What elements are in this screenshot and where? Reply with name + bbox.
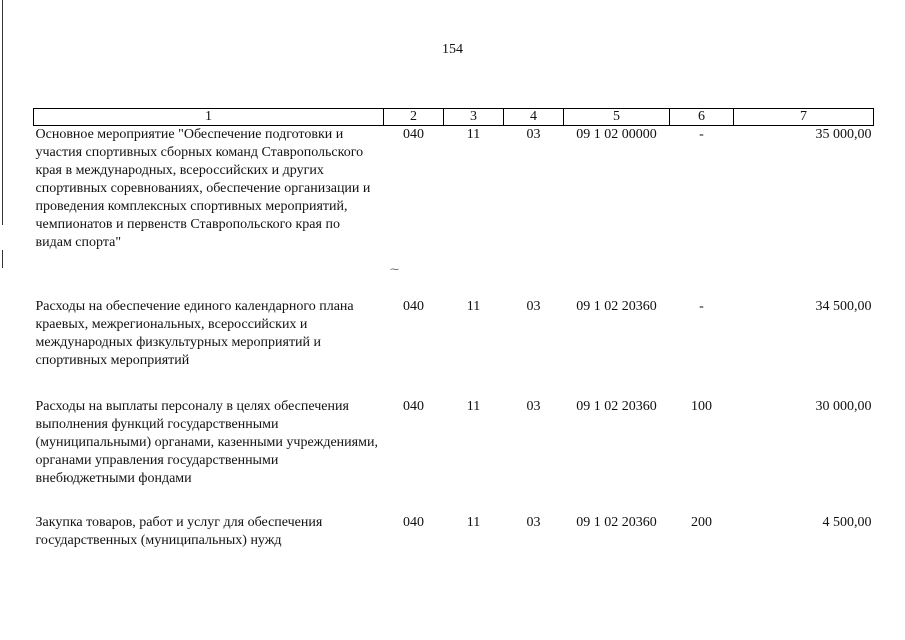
row-code-col3: 11 xyxy=(466,514,481,530)
row-description: Основное мероприятие "Обеспечение подготовки и участия спортивных сборных команд Ставропольского края в международных, всероссийских и других спортивных соревнованиях, обеспечение организации и проведения комплексных спортивных мероприятий, чемпионатов и первенств Ставропольского края по видам спорта" xyxy=(35,127,371,250)
table-row xyxy=(34,298,874,398)
row-code-col5: 09 1 02 00000 xyxy=(576,127,657,142)
col-header-3: 3 xyxy=(444,109,504,126)
row-amount: 35 000,00 xyxy=(815,127,872,142)
row-code-col4: 03 xyxy=(526,398,541,414)
row-code-col3: 11 xyxy=(466,298,481,314)
col-header-2: 2 xyxy=(384,109,444,126)
row-code-col6: 100 xyxy=(691,398,712,414)
scan-artifact: ⁓ xyxy=(390,264,399,274)
col-header-4: 4 xyxy=(504,109,564,126)
row-amount: 4 500,00 xyxy=(822,514,872,530)
scan-margin-line xyxy=(2,0,3,225)
page-number: 154 xyxy=(442,42,463,57)
col-header-5: 5 xyxy=(564,109,670,126)
row-code-col3: 11 xyxy=(466,127,481,142)
row-code-col2: 040 xyxy=(403,298,424,314)
col-header-1: 1 xyxy=(34,109,384,126)
row-code-col5: 09 1 02 20360 xyxy=(576,398,657,414)
header-row xyxy=(34,109,874,126)
row-code-col5: 09 1 02 20360 xyxy=(576,298,657,314)
row-amount: 30 000,00 xyxy=(815,398,872,414)
table-row xyxy=(34,126,874,298)
row-code-col2: 040 xyxy=(403,398,424,414)
scan-margin-mark xyxy=(2,250,3,268)
row-code-col3: 11 xyxy=(466,398,481,414)
row-code-col5: 09 1 02 20360 xyxy=(576,514,657,530)
row-code-col2: 040 xyxy=(403,127,424,142)
table-row xyxy=(34,398,874,514)
row-code-col4: 03 xyxy=(526,298,541,314)
row-amount: 34 500,00 xyxy=(815,298,872,314)
row-description: Закупка товаров, работ и услуг для обеспечения государственных (муниципальных) нужд xyxy=(35,514,323,548)
table-row xyxy=(34,514,874,554)
row-code-col2: 040 xyxy=(403,514,424,530)
row-code-col6: - xyxy=(699,127,704,142)
col-header-7: 7 xyxy=(734,109,874,126)
row-code-col6: - xyxy=(699,298,704,314)
col-header-6: 6 xyxy=(670,109,734,126)
budget-table xyxy=(33,108,874,554)
row-code-col4: 03 xyxy=(526,514,541,530)
row-code-col6: 200 xyxy=(691,514,712,530)
row-code-col4: 03 xyxy=(526,127,541,142)
row-description: Расходы на обеспечение единого календарного плана краевых, межрегиональных, всероссийских и международных физкультурных мероприятий и спортивных мероприятий xyxy=(35,298,354,368)
row-description: Расходы на выплаты персоналу в целях обеспечения выполнения функций государственными (муниципальными) органами, казенными учреждениями, органами управления государственными внебюджетными фондами xyxy=(35,398,378,486)
